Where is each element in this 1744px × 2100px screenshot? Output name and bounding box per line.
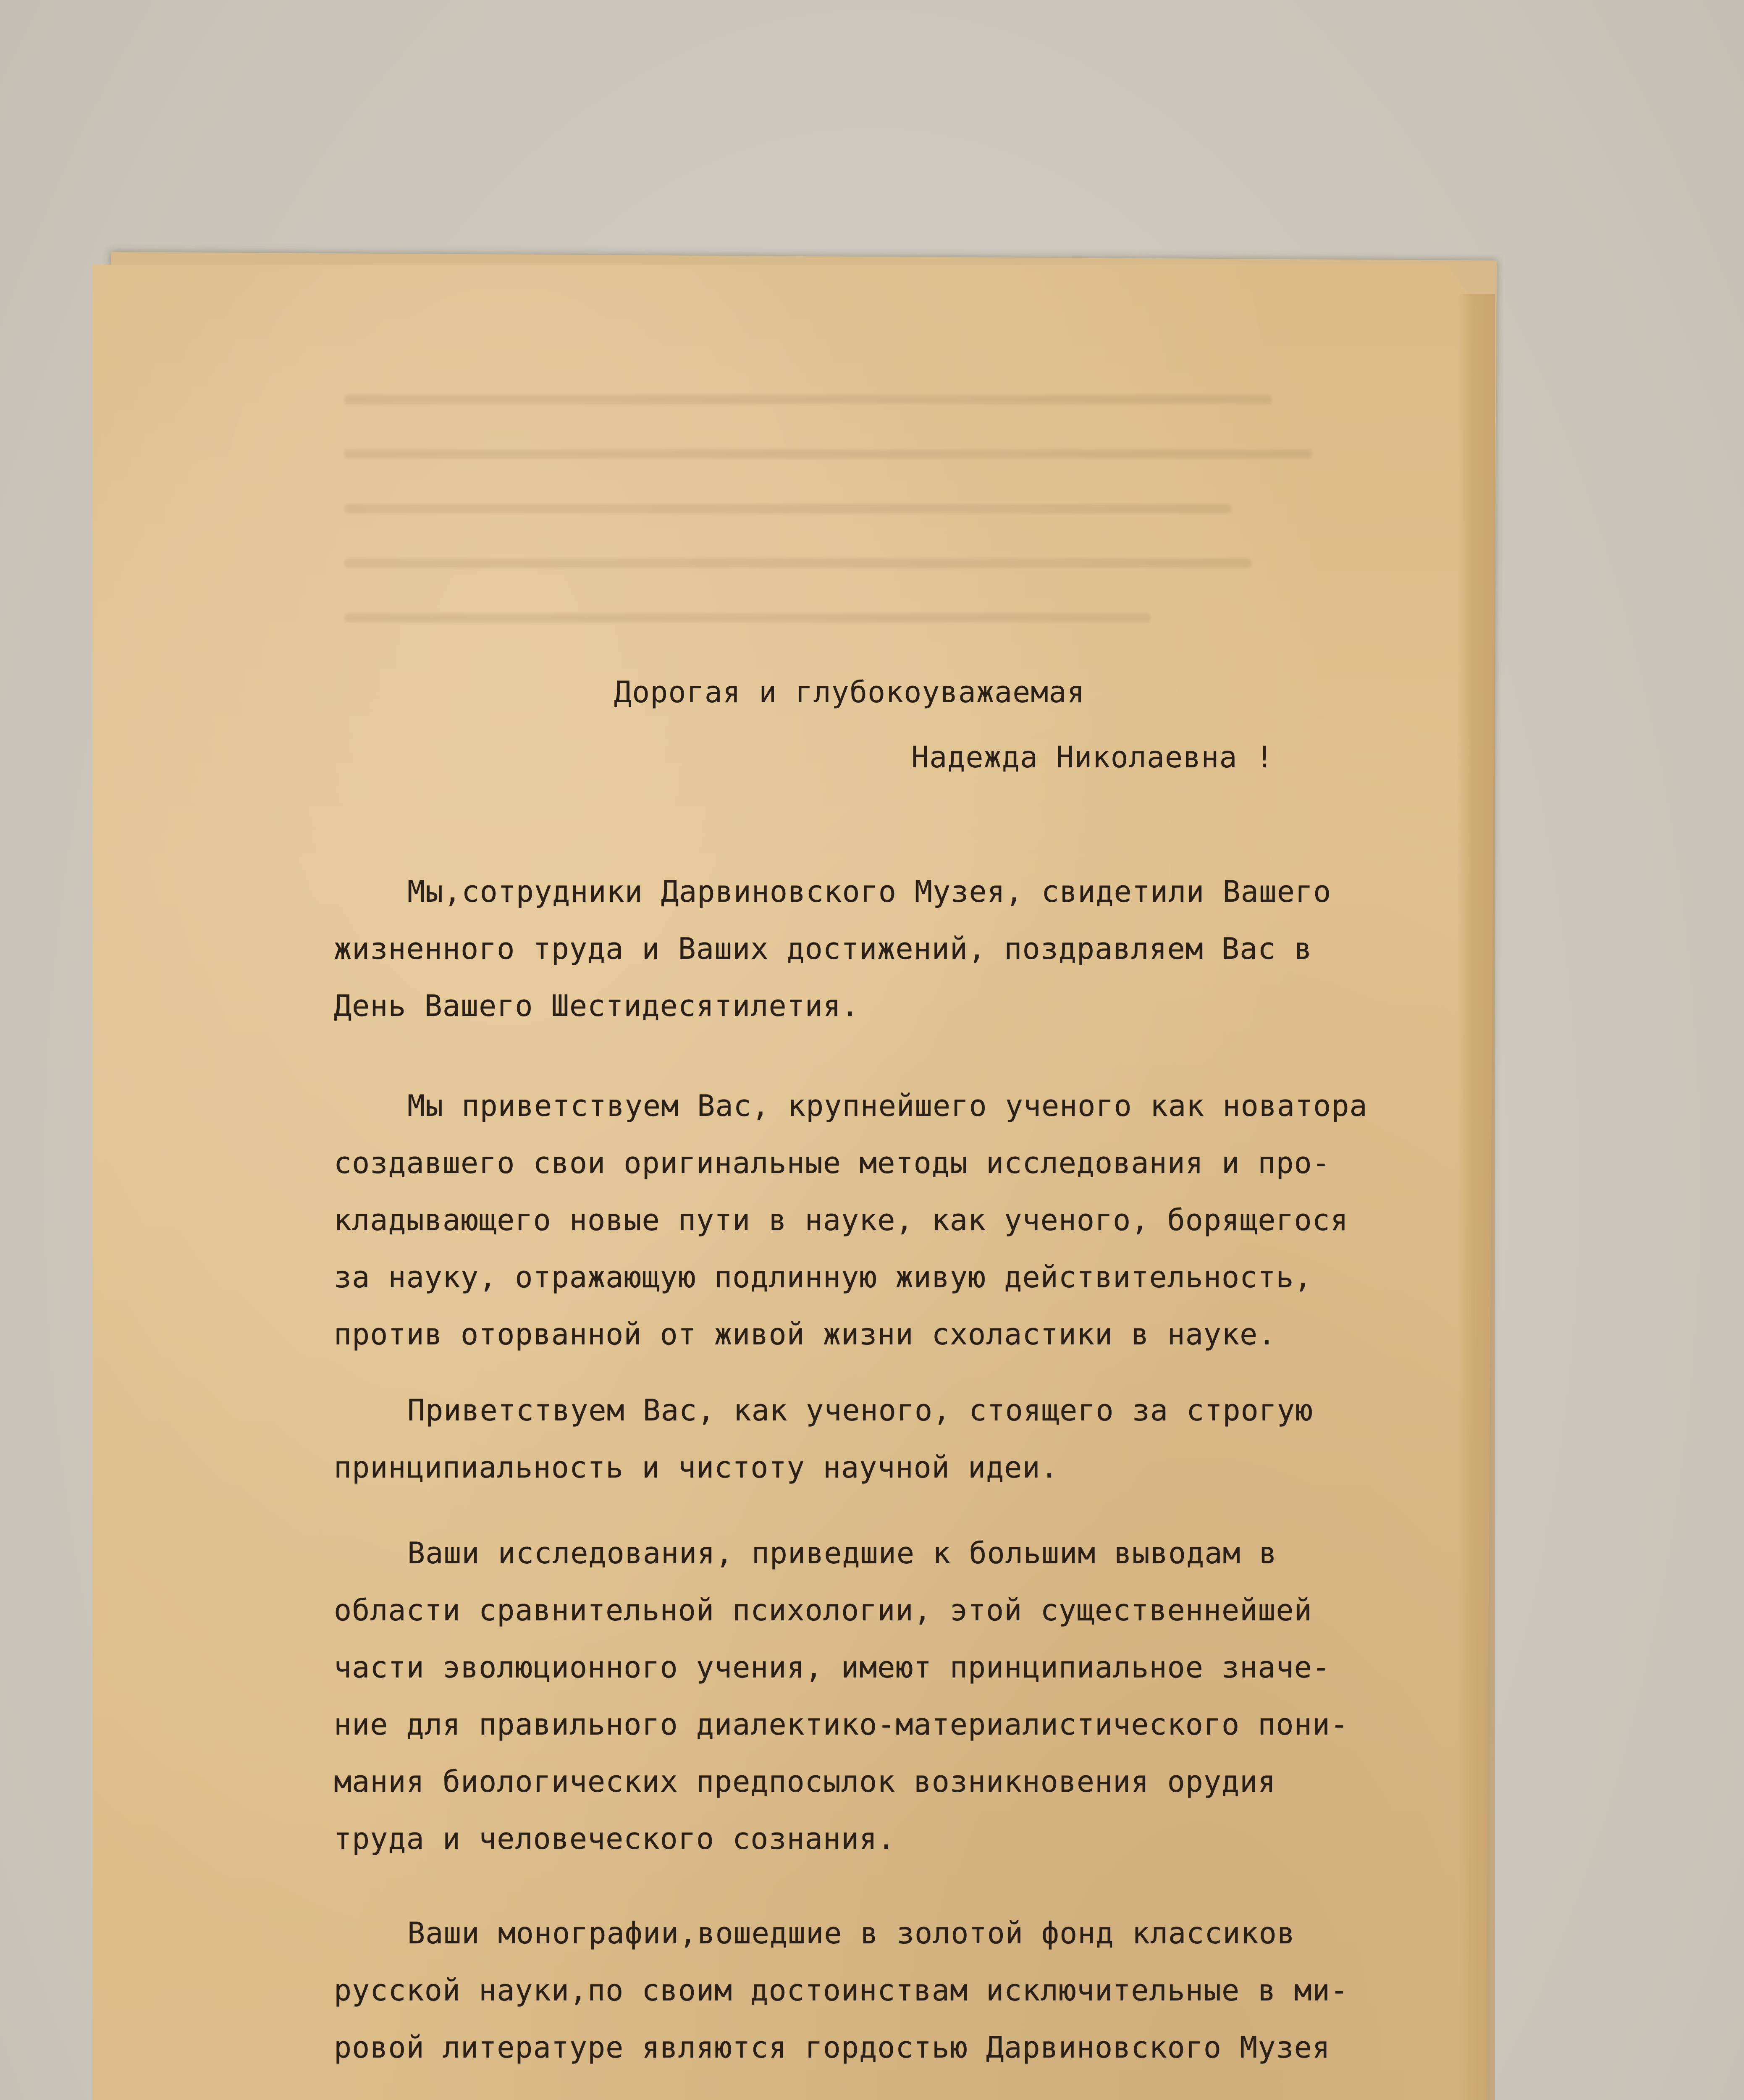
text-line: Ваши монографии,вошедшие в золотой фонд классиков (407, 1916, 1296, 1950)
text-line: области сравнительной психологии, этой существеннейшей (334, 1593, 1312, 1628)
text-line: части эволюционного учения, имеют принципиальное значе- (334, 1650, 1330, 1685)
text-line: мания биологических предпосылок возникновения орудия (334, 1764, 1276, 1799)
text-line: Мы приветствуем Вас, крупнейшего ученого как новатора (407, 1089, 1368, 1123)
text-line: за науку, отражающую подлинную живую действительность, (334, 1260, 1312, 1294)
text-line: кладывающего новые пути в науке, как ученого, борящегося (334, 1203, 1349, 1237)
text-line: Ваши исследования, приведшие к большим выводам в (407, 1536, 1277, 1570)
text-line: создавшего свои оригинальные методы исследования и про- (334, 1146, 1330, 1180)
text-line: ровой литературе являются гордостью Дарвиновского Музея (334, 2030, 1330, 2065)
text-line: против оторванной от живой жизни схоластики в науке. (334, 1317, 1276, 1352)
paragraph (334, 1905, 1409, 2076)
text-line: жизненного труда и Ваших достижений, поздравляем Вас в (334, 932, 1312, 966)
paragraph (334, 1382, 1409, 1496)
salutation-line: Дорогая и глубокоуважаемая (614, 675, 1085, 709)
text-line: русской науки,по своим достоинствам исключительные в ми- (334, 1973, 1349, 2008)
text-line: День Вашего Шестидесятилетия. (334, 989, 860, 1023)
addressee-name: Надежда Николаевна ! (911, 740, 1274, 774)
text-line: принципиальность и чистоту научной идеи. (334, 1450, 1059, 1485)
paragraph (334, 1077, 1409, 1363)
text-line: труда и человеческого сознания. (334, 1822, 896, 1856)
text-line: Приветствуем Вас, как ученого, стоящего за строгую (407, 1393, 1314, 1428)
paragraph (334, 1525, 1409, 1867)
text-line: Мы,сотрудники Дарвиновского Музея, свидетили Вашего (407, 874, 1332, 909)
paragraph (334, 863, 1409, 1034)
text-line: ние для правильного диалектико-материалистического пони- (334, 1707, 1349, 1742)
